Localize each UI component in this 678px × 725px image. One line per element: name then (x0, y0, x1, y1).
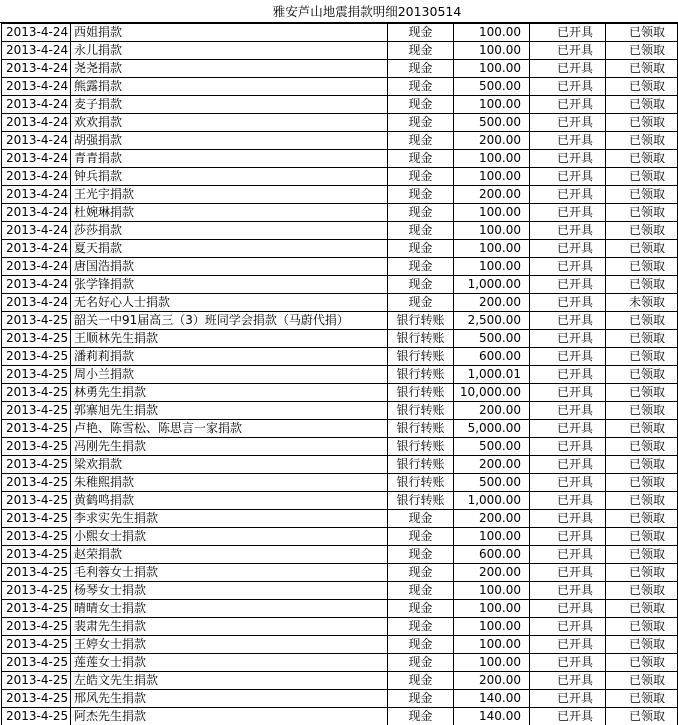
payment-method-cell[interactable]: 现金 (388, 42, 454, 60)
table-row (2, 564, 678, 582)
donor-description-cell[interactable]: 麦子捐款 (71, 96, 388, 114)
receipt-status-cell[interactable]: 已开具 (530, 294, 606, 312)
amount-cell[interactable]: 200.00 (454, 456, 530, 474)
receipt-status-cell[interactable]: 已开具 (530, 384, 606, 402)
donor-description-cell[interactable]: 张学锋捐款 (71, 276, 388, 294)
receipt-status-cell[interactable]: 已开具 (530, 204, 606, 222)
collection-status-cell[interactable]: 已领取 (606, 60, 678, 78)
collection-status-cell[interactable]: 已领取 (606, 636, 678, 654)
receipt-status-cell[interactable]: 已开具 (530, 42, 606, 60)
receipt-status-cell[interactable]: 已开具 (530, 654, 606, 672)
amount-cell[interactable]: 200.00 (454, 672, 530, 690)
donor-description-cell[interactable]: 邢风先生捐款 (71, 690, 388, 708)
receipt-status-cell[interactable]: 已开具 (530, 276, 606, 294)
donor-description-cell[interactable]: 王婷女士捐款 (71, 636, 388, 654)
donor-description-cell[interactable]: 胡强捐款 (71, 132, 388, 150)
donor-description-cell[interactable]: 永儿捐款 (71, 42, 388, 60)
receipt-status-cell[interactable]: 已开具 (530, 222, 606, 240)
donor-description-cell[interactable]: 潘莉莉捐款 (71, 348, 388, 366)
collection-status-cell[interactable]: 已领取 (606, 312, 678, 330)
collection-status-cell[interactable]: 已领取 (606, 618, 678, 636)
table-row (2, 276, 678, 294)
collection-status-cell[interactable]: 已领取 (606, 204, 678, 222)
donor-description-cell[interactable]: 杨琴女士捐款 (71, 582, 388, 600)
amount-cell[interactable]: 5,000.00 (454, 420, 530, 438)
amount-cell[interactable]: 200.00 (454, 510, 530, 528)
date-cell[interactable]: 2013-4-25 (2, 474, 71, 492)
payment-method-cell[interactable]: 银行转账 (388, 312, 454, 330)
amount-cell[interactable]: 100.00 (454, 654, 530, 672)
amount-cell[interactable]: 500.00 (454, 474, 530, 492)
payment-method-cell[interactable]: 现金 (388, 654, 454, 672)
receipt-status-cell[interactable]: 已开具 (530, 636, 606, 654)
date-cell[interactable]: 2013-4-24 (2, 258, 71, 276)
receipt-status-cell[interactable]: 已开具 (530, 114, 606, 132)
payment-method-cell[interactable]: 现金 (388, 582, 454, 600)
date-cell[interactable]: 2013-4-25 (2, 438, 71, 456)
receipt-status-cell[interactable]: 已开具 (530, 96, 606, 114)
amount-cell[interactable]: 100.00 (454, 168, 530, 186)
donation-table (1, 23, 678, 725)
date-cell[interactable]: 2013-4-25 (2, 366, 71, 384)
date-cell[interactable]: 2013-4-25 (2, 582, 71, 600)
payment-method-cell[interactable]: 现金 (388, 276, 454, 294)
table-row (2, 618, 678, 636)
date-cell[interactable]: 2013-4-25 (2, 546, 71, 564)
collection-status-cell[interactable]: 已领取 (606, 384, 678, 402)
donor-description-cell[interactable]: 晴晴女士捐款 (71, 600, 388, 618)
date-cell[interactable]: 2013-4-24 (2, 150, 71, 168)
table-row (2, 672, 678, 690)
collection-status-cell[interactable]: 未领取 (606, 294, 678, 312)
donor-description-cell[interactable]: 熊露捐款 (71, 78, 388, 96)
amount-cell[interactable]: 200.00 (454, 186, 530, 204)
amount-cell[interactable]: 100.00 (454, 582, 530, 600)
table-row (2, 438, 678, 456)
date-cell[interactable]: 2013-4-24 (2, 114, 71, 132)
collection-status-cell[interactable]: 已领取 (606, 96, 678, 114)
donor-description-cell[interactable]: 冯刚先生捐款 (71, 438, 388, 456)
date-cell[interactable]: 2013-4-24 (2, 186, 71, 204)
donor-description-cell[interactable]: 卢艳、陈雪松、陈思言一家捐款 (71, 420, 388, 438)
table-row (2, 366, 678, 384)
collection-status-cell[interactable]: 已领取 (606, 42, 678, 60)
collection-status-cell[interactable]: 已领取 (606, 348, 678, 366)
payment-method-cell[interactable]: 现金 (388, 222, 454, 240)
collection-status-cell[interactable]: 已领取 (606, 456, 678, 474)
amount-cell[interactable]: 100.00 (454, 258, 530, 276)
table-row (2, 636, 678, 654)
table-row (2, 258, 678, 276)
date-cell[interactable]: 2013-4-24 (2, 132, 71, 150)
receipt-status-cell[interactable]: 已开具 (530, 132, 606, 150)
receipt-status-cell[interactable]: 已开具 (530, 672, 606, 690)
date-cell[interactable]: 2013-4-25 (2, 510, 71, 528)
collection-status-cell[interactable]: 已领取 (606, 366, 678, 384)
receipt-status-cell[interactable]: 已开具 (530, 492, 606, 510)
table-row (2, 456, 678, 474)
table-row (2, 654, 678, 672)
amount-cell[interactable]: 100.00 (454, 96, 530, 114)
table-row (2, 60, 678, 78)
donor-description-cell[interactable]: 青青捐款 (71, 150, 388, 168)
amount-cell[interactable]: 2,500.00 (454, 312, 530, 330)
table-row (2, 708, 678, 725)
payment-method-cell[interactable]: 现金 (388, 150, 454, 168)
payment-method-cell[interactable]: 银行转账 (388, 438, 454, 456)
receipt-status-cell[interactable]: 已开具 (530, 168, 606, 186)
table-row (2, 240, 678, 258)
table-row (2, 402, 678, 420)
donor-description-cell[interactable]: 无名好心人士捐款 (71, 294, 388, 312)
amount-cell[interactable]: 200.00 (454, 132, 530, 150)
amount-cell[interactable]: 200.00 (454, 402, 530, 420)
table-row (2, 690, 678, 708)
sheet-title: 雅安芦山地震捐款明细20130514 (0, 0, 678, 23)
table-row (2, 528, 678, 546)
amount-cell[interactable]: 1,000.00 (454, 492, 530, 510)
collection-status-cell[interactable]: 已领取 (606, 132, 678, 150)
collection-status-cell[interactable]: 已领取 (606, 708, 678, 725)
table-row (2, 294, 678, 312)
receipt-status-cell[interactable]: 已开具 (530, 582, 606, 600)
amount-cell[interactable]: 1,000.00 (454, 276, 530, 294)
receipt-status-cell[interactable]: 已开具 (530, 474, 606, 492)
collection-status-cell[interactable]: 已领取 (606, 150, 678, 168)
receipt-status-cell[interactable]: 已开具 (530, 240, 606, 258)
receipt-status-cell[interactable]: 已开具 (530, 510, 606, 528)
receipt-status-cell[interactable]: 已开具 (530, 564, 606, 582)
receipt-status-cell[interactable]: 已开具 (530, 618, 606, 636)
collection-status-cell[interactable]: 已领取 (606, 186, 678, 204)
table-row (2, 582, 678, 600)
donor-description-cell[interactable]: 夏天捐款 (71, 240, 388, 258)
donor-description-cell[interactable]: 朱稚熙捐款 (71, 474, 388, 492)
table-row (2, 492, 678, 510)
amount-cell[interactable]: 500.00 (454, 438, 530, 456)
date-cell[interactable]: 2013-4-24 (2, 78, 71, 96)
collection-status-cell[interactable]: 已领取 (606, 474, 678, 492)
amount-cell[interactable]: 140.00 (454, 690, 530, 708)
date-cell[interactable]: 2013-4-25 (2, 618, 71, 636)
date-cell[interactable]: 2013-4-25 (2, 708, 71, 725)
payment-method-cell[interactable]: 银行转账 (388, 420, 454, 438)
amount-cell[interactable]: 100.00 (454, 150, 530, 168)
collection-status-cell[interactable]: 已领取 (606, 402, 678, 420)
donor-description-cell[interactable]: 欢欢捐款 (71, 114, 388, 132)
date-cell[interactable]: 2013-4-24 (2, 24, 71, 42)
amount-cell[interactable]: 100.00 (454, 618, 530, 636)
collection-status-cell[interactable]: 已领取 (606, 564, 678, 582)
collection-status-cell[interactable]: 已领取 (606, 546, 678, 564)
payment-method-cell[interactable]: 银行转账 (388, 366, 454, 384)
date-cell[interactable]: 2013-4-24 (2, 204, 71, 222)
receipt-status-cell[interactable]: 已开具 (530, 258, 606, 276)
table-row (2, 132, 678, 150)
receipt-status-cell[interactable]: 已开具 (530, 546, 606, 564)
amount-cell[interactable]: 500.00 (454, 114, 530, 132)
date-cell[interactable]: 2013-4-24 (2, 168, 71, 186)
date-cell[interactable]: 2013-4-24 (2, 240, 71, 258)
payment-method-cell[interactable]: 现金 (388, 132, 454, 150)
collection-status-cell[interactable]: 已领取 (606, 420, 678, 438)
amount-cell[interactable]: 100.00 (454, 222, 530, 240)
amount-cell[interactable]: 100.00 (454, 42, 530, 60)
amount-cell[interactable]: 100.00 (454, 240, 530, 258)
payment-method-cell[interactable]: 现金 (388, 294, 454, 312)
donor-description-cell[interactable]: 王光宇捐款 (71, 186, 388, 204)
donor-description-cell[interactable]: 左皓文先生捐款 (71, 672, 388, 690)
date-cell[interactable]: 2013-4-25 (2, 528, 71, 546)
amount-cell[interactable]: 100.00 (454, 528, 530, 546)
date-cell[interactable]: 2013-4-24 (2, 222, 71, 240)
table-row (2, 78, 678, 96)
date-cell[interactable]: 2013-4-25 (2, 402, 71, 420)
date-cell[interactable]: 2013-4-25 (2, 492, 71, 510)
payment-method-cell[interactable]: 现金 (388, 564, 454, 582)
collection-status-cell[interactable]: 已领取 (606, 330, 678, 348)
receipt-status-cell[interactable]: 已开具 (530, 24, 606, 42)
receipt-status-cell[interactable]: 已开具 (530, 150, 606, 168)
collection-status-cell[interactable]: 已领取 (606, 114, 678, 132)
receipt-status-cell[interactable]: 已开具 (530, 330, 606, 348)
date-cell[interactable]: 2013-4-24 (2, 60, 71, 78)
date-cell[interactable]: 2013-4-25 (2, 384, 71, 402)
payment-method-cell[interactable]: 现金 (388, 528, 454, 546)
payment-method-cell[interactable]: 现金 (388, 546, 454, 564)
collection-status-cell[interactable]: 已领取 (606, 24, 678, 42)
receipt-status-cell[interactable]: 已开具 (530, 78, 606, 96)
payment-method-cell[interactable]: 银行转账 (388, 402, 454, 420)
date-cell[interactable]: 2013-4-24 (2, 294, 71, 312)
date-cell[interactable]: 2013-4-25 (2, 564, 71, 582)
payment-method-cell[interactable]: 现金 (388, 672, 454, 690)
donor-description-cell[interactable]: 梁欢捐款 (71, 456, 388, 474)
payment-method-cell[interactable]: 现金 (388, 114, 454, 132)
donor-description-cell[interactable]: 钟兵捐款 (71, 168, 388, 186)
table-row (2, 420, 678, 438)
date-cell[interactable]: 2013-4-25 (2, 456, 71, 474)
donor-description-cell[interactable]: 王顺林先生捐款 (71, 330, 388, 348)
table-row (2, 114, 678, 132)
receipt-status-cell[interactable]: 已开具 (530, 60, 606, 78)
amount-cell[interactable]: 200.00 (454, 564, 530, 582)
donor-description-cell[interactable]: 尧尧捐款 (71, 60, 388, 78)
collection-status-cell[interactable]: 已领取 (606, 528, 678, 546)
payment-method-cell[interactable]: 现金 (388, 618, 454, 636)
date-cell[interactable]: 2013-4-25 (2, 672, 71, 690)
payment-method-cell[interactable]: 现金 (388, 204, 454, 222)
donor-description-cell[interactable]: 莎莎捐款 (71, 222, 388, 240)
payment-method-cell[interactable]: 现金 (388, 708, 454, 725)
payment-method-cell[interactable]: 现金 (388, 690, 454, 708)
amount-cell[interactable]: 600.00 (454, 546, 530, 564)
collection-status-cell[interactable]: 已领取 (606, 222, 678, 240)
table-row (2, 474, 678, 492)
payment-method-cell[interactable]: 现金 (388, 60, 454, 78)
receipt-status-cell[interactable]: 已开具 (530, 420, 606, 438)
table-row (2, 384, 678, 402)
table-row (2, 168, 678, 186)
collection-status-cell[interactable]: 已领取 (606, 240, 678, 258)
payment-method-cell[interactable]: 现金 (388, 258, 454, 276)
collection-status-cell[interactable]: 已领取 (606, 492, 678, 510)
table-row (2, 312, 678, 330)
donor-description-cell[interactable]: 李求实先生捐款 (71, 510, 388, 528)
table-row (2, 186, 678, 204)
payment-method-cell[interactable]: 银行转账 (388, 330, 454, 348)
receipt-status-cell[interactable]: 已开具 (530, 708, 606, 725)
date-cell[interactable]: 2013-4-25 (2, 348, 71, 366)
payment-method-cell[interactable]: 银行转账 (388, 384, 454, 402)
amount-cell[interactable]: 200.00 (454, 294, 530, 312)
donor-description-cell[interactable]: 韶关一中91届高三（3）班同学会捐款（马蔚代捐） (71, 312, 388, 330)
amount-cell[interactable]: 100.00 (454, 60, 530, 78)
payment-method-cell[interactable]: 现金 (388, 24, 454, 42)
donor-description-cell[interactable]: 唐国浩捐款 (71, 258, 388, 276)
donor-description-cell[interactable]: 小熙女士捐款 (71, 528, 388, 546)
date-cell[interactable]: 2013-4-25 (2, 330, 71, 348)
table-row (2, 600, 678, 618)
amount-cell[interactable]: 100.00 (454, 24, 530, 42)
donor-description-cell[interactable]: 阿杰先生捐款 (71, 708, 388, 725)
receipt-status-cell[interactable]: 已开具 (530, 366, 606, 384)
collection-status-cell[interactable]: 已领取 (606, 258, 678, 276)
date-cell[interactable]: 2013-4-24 (2, 276, 71, 294)
amount-cell[interactable]: 100.00 (454, 204, 530, 222)
collection-status-cell[interactable]: 已领取 (606, 438, 678, 456)
donor-description-cell[interactable]: 赵荣捐款 (71, 546, 388, 564)
receipt-status-cell[interactable]: 已开具 (530, 438, 606, 456)
date-cell[interactable]: 2013-4-25 (2, 420, 71, 438)
amount-cell[interactable]: 500.00 (454, 330, 530, 348)
donor-description-cell[interactable]: 林勇先生捐款 (71, 384, 388, 402)
collection-status-cell[interactable]: 已领取 (606, 510, 678, 528)
collection-status-cell[interactable]: 已领取 (606, 600, 678, 618)
donor-description-cell[interactable]: 黄鹤鸣捐款 (71, 492, 388, 510)
table-row (2, 510, 678, 528)
receipt-status-cell[interactable]: 已开具 (530, 528, 606, 546)
table-row (2, 348, 678, 366)
table-row (2, 96, 678, 114)
payment-method-cell[interactable]: 银行转账 (388, 348, 454, 366)
collection-status-cell[interactable]: 已领取 (606, 582, 678, 600)
amount-cell[interactable]: 100.00 (454, 636, 530, 654)
collection-status-cell[interactable]: 已领取 (606, 168, 678, 186)
donor-description-cell[interactable]: 裴肃先生捐款 (71, 618, 388, 636)
donor-description-cell[interactable]: 郭寨旭先生捐款 (71, 402, 388, 420)
amount-cell[interactable]: 100.00 (454, 600, 530, 618)
payment-method-cell[interactable]: 现金 (388, 168, 454, 186)
donor-description-cell[interactable]: 周小兰捐款 (71, 366, 388, 384)
receipt-status-cell[interactable]: 已开具 (530, 456, 606, 474)
payment-method-cell[interactable]: 现金 (388, 240, 454, 258)
payment-method-cell[interactable]: 现金 (388, 510, 454, 528)
table-row (2, 222, 678, 240)
amount-cell[interactable]: 1,000.01 (454, 366, 530, 384)
date-cell[interactable]: 2013-4-25 (2, 636, 71, 654)
payment-method-cell[interactable]: 现金 (388, 78, 454, 96)
table-row (2, 546, 678, 564)
date-cell[interactable]: 2013-4-24 (2, 96, 71, 114)
table-row (2, 42, 678, 60)
payment-method-cell[interactable]: 现金 (388, 636, 454, 654)
donor-description-cell[interactable]: 杜婉琳捐款 (71, 204, 388, 222)
receipt-status-cell[interactable]: 已开具 (530, 402, 606, 420)
table-row (2, 24, 678, 42)
amount-cell[interactable]: 500.00 (454, 78, 530, 96)
donation-rows (2, 24, 678, 725)
collection-status-cell[interactable]: 已领取 (606, 276, 678, 294)
receipt-status-cell[interactable]: 已开具 (530, 348, 606, 366)
amount-cell[interactable]: 600.00 (454, 348, 530, 366)
collection-status-cell[interactable]: 已领取 (606, 672, 678, 690)
payment-method-cell[interactable]: 银行转账 (388, 474, 454, 492)
receipt-status-cell[interactable]: 已开具 (530, 690, 606, 708)
date-cell[interactable]: 2013-4-25 (2, 690, 71, 708)
donor-description-cell[interactable]: 毛利蓉女士捐款 (71, 564, 388, 582)
date-cell[interactable]: 2013-4-25 (2, 312, 71, 330)
donor-description-cell[interactable]: 莲莲女士捐款 (71, 654, 388, 672)
date-cell[interactable]: 2013-4-24 (2, 42, 71, 60)
collection-status-cell[interactable]: 已领取 (606, 78, 678, 96)
payment-method-cell[interactable]: 银行转账 (388, 456, 454, 474)
donor-description-cell[interactable]: 西姐捐款 (71, 24, 388, 42)
receipt-status-cell[interactable]: 已开具 (530, 600, 606, 618)
payment-method-cell[interactable]: 现金 (388, 96, 454, 114)
collection-status-cell[interactable]: 已领取 (606, 654, 678, 672)
payment-method-cell[interactable]: 银行转账 (388, 492, 454, 510)
collection-status-cell[interactable]: 已领取 (606, 690, 678, 708)
receipt-status-cell[interactable]: 已开具 (530, 186, 606, 204)
date-cell[interactable]: 2013-4-25 (2, 654, 71, 672)
table-row (2, 150, 678, 168)
payment-method-cell[interactable]: 现金 (388, 186, 454, 204)
payment-method-cell[interactable]: 现金 (388, 600, 454, 618)
table-row (2, 204, 678, 222)
amount-cell[interactable]: 140.00 (454, 708, 530, 725)
amount-cell[interactable]: 10,000.00 (454, 384, 530, 402)
receipt-status-cell[interactable]: 已开具 (530, 312, 606, 330)
date-cell[interactable]: 2013-4-25 (2, 600, 71, 618)
table-row (2, 330, 678, 348)
